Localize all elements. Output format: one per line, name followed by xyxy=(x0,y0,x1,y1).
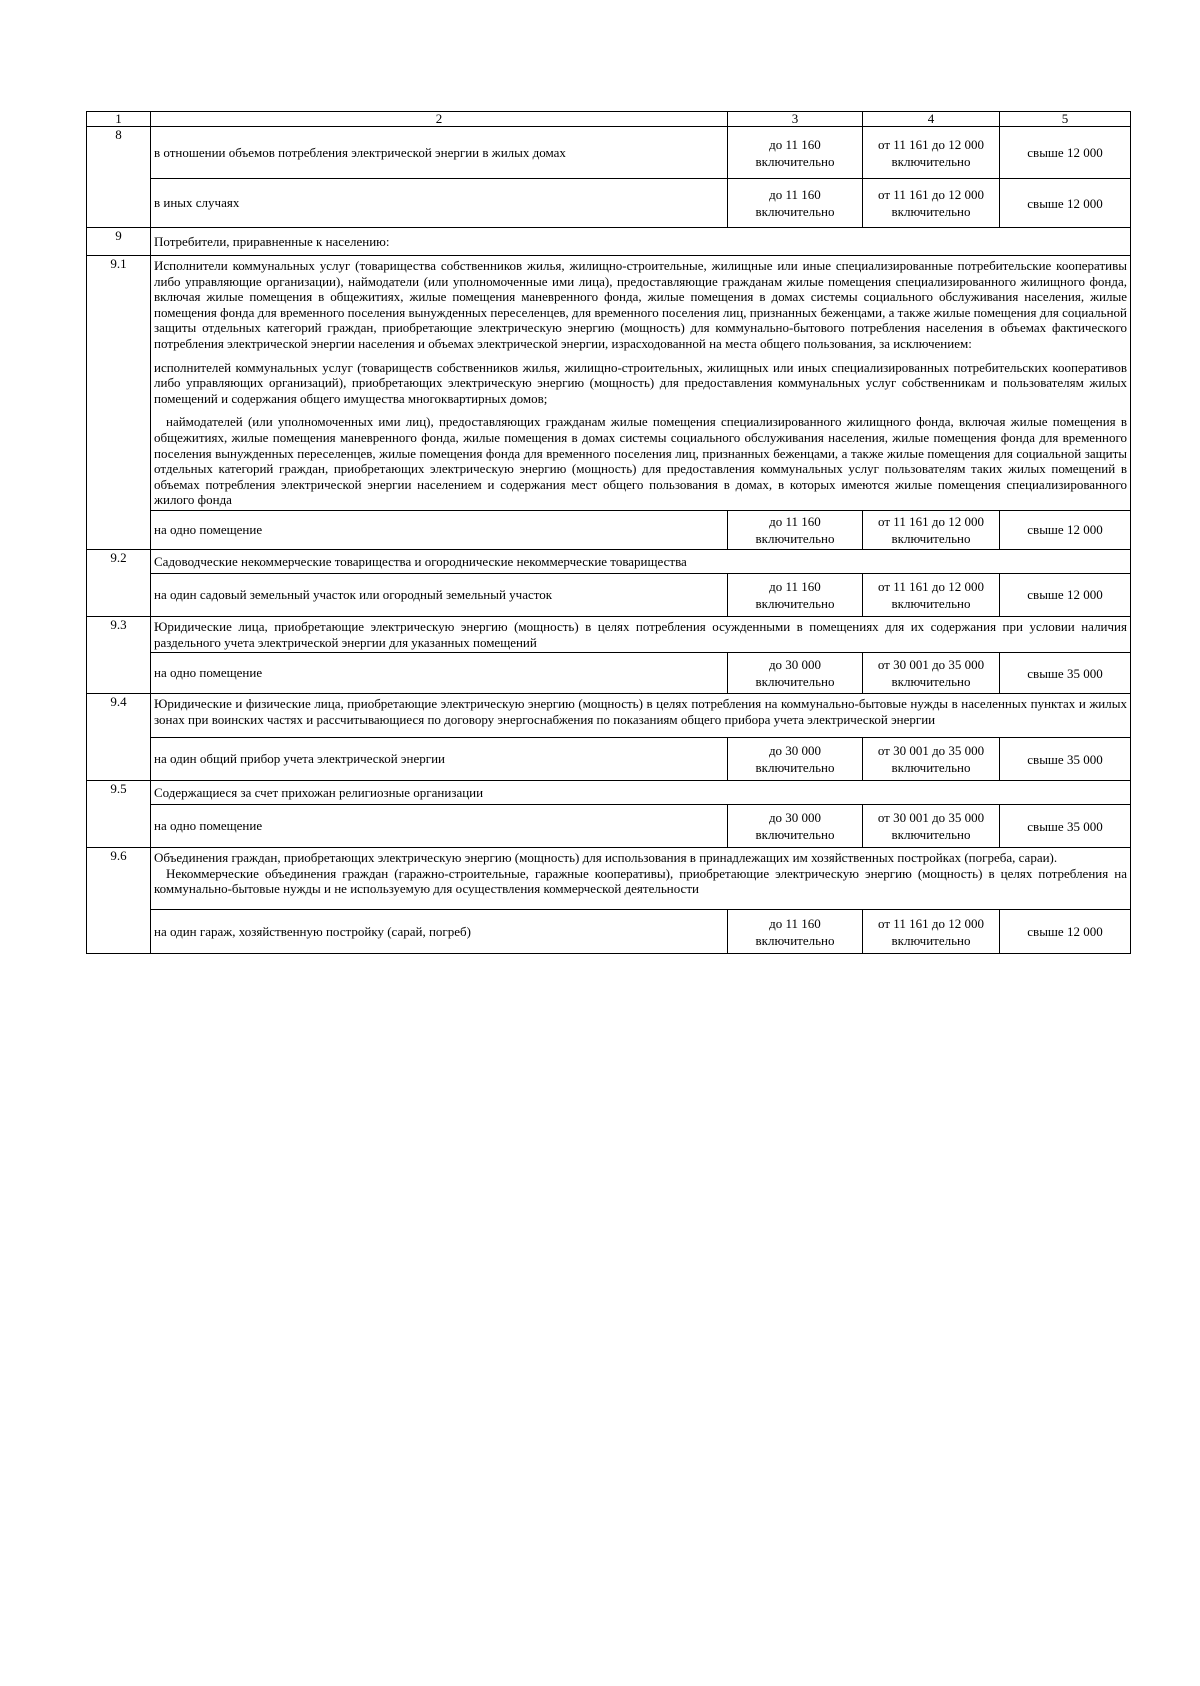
row-number: 9.4 xyxy=(87,694,151,781)
range-high: свыше 35 000 xyxy=(1000,738,1131,781)
row-description: на одно помещение xyxy=(151,510,728,549)
header-col-2: 2 xyxy=(151,112,728,127)
row-number: 9.5 xyxy=(87,781,151,848)
description-paragraph: Некоммерческие объединения граждан (гаражно-строительные, гаражные кооперативы), приобретающие электрическую энергию (мощность) в целях потребления на коммунально-бытовые нужды и не используемую для осуществления коммерческой деятельности xyxy=(154,865,1127,897)
table-row xyxy=(87,228,1131,256)
range-high: свыше 12 000 xyxy=(1000,510,1131,549)
table-row xyxy=(87,510,1131,549)
range-high: свыше 12 000 xyxy=(1000,573,1131,616)
range-mid: от 30 001 до 35 000 включительно xyxy=(863,738,1000,781)
row-description: на один общий прибор учета электрической энергии xyxy=(151,738,728,781)
range-mid: от 11 161 до 12 000 включительно xyxy=(863,573,1000,616)
table-row xyxy=(87,179,1131,228)
row-number: 8 xyxy=(87,127,151,228)
range-high: свыше 35 000 xyxy=(1000,653,1131,694)
table-row xyxy=(87,694,1131,738)
description-paragraph: наймодателей (или уполномоченных ими лиц), предоставляющих гражданам жилые помещения специализированного жилищного фонда, включая жилые помещения в общежитиях, жилые помещения маневренного фонда, жилые помещения в домах системы социального обслуживания населения, жилые помещения фонда для временного поселения вынужденных переселенцев, жилые помещения фонда для временного поселения лиц, признанных беженцами, а также жилые помещения для социальной защиты отдельных категорий граждан, приобретающих электрическую энергию (мощность) для предоставления коммунальных услуг пользователям таких жилых помещений в объемах потребления электрической энергии населением и содержания мест общего пользования в домах, в которых имеются жилые помещения специализированного жилого фонда xyxy=(154,414,1127,508)
range-high: свыше 12 000 xyxy=(1000,910,1131,954)
range-low: до 30 000 включительно xyxy=(728,653,863,694)
description-paragraph: исполнителей коммунальных услуг (товариществ собственников жилья, жилищно-строительных, жилищных или иных специализированных потребительских кооперативов либо управляющих организаций), приобретающих электрическую энергию (мощность) для предоставления коммунальных услуг собственникам и пользователям жилых помещений и содержания общего имущества многоквартирных домов; xyxy=(154,359,1127,406)
range-low: до 11 160 включительно xyxy=(728,573,863,616)
table-row xyxy=(87,910,1131,954)
header-col-5: 5 xyxy=(1000,112,1131,127)
row-description: Юридические лица, приобретающие электрическую энергию (мощность) в целях потребления осужденными в помещениях для их содержания при условии наличия раздельного учета электрической энергии для указанных помещений xyxy=(151,616,1131,652)
document-page xyxy=(86,111,1130,954)
range-low: до 30 000 включительно xyxy=(728,738,863,781)
row-number: 9.6 xyxy=(87,848,151,954)
range-mid: от 11 161 до 12 000 включительно xyxy=(863,510,1000,549)
row-description: на один гараж, хозяйственную постройку (сарай, погреб) xyxy=(151,910,728,954)
row-description: Содержащиеся за счет прихожан религиозные организации xyxy=(151,781,1131,805)
row-description: на одно помещение xyxy=(151,805,728,848)
table-row xyxy=(87,653,1131,694)
table-row xyxy=(87,805,1131,848)
table-row xyxy=(87,549,1131,573)
table-row xyxy=(87,573,1131,616)
row-description: Садоводческие некоммерческие товарищества и огороднические некоммерческие товарищества xyxy=(151,549,1131,573)
header-col-4: 4 xyxy=(863,112,1000,127)
row-description xyxy=(151,256,1131,511)
range-low: до 30 000 включительно xyxy=(728,805,863,848)
range-mid: от 30 001 до 35 000 включительно xyxy=(863,653,1000,694)
section-heading: Потребители, приравненные к населению: xyxy=(151,228,1131,256)
range-low: до 11 160 включительно xyxy=(728,510,863,549)
row-number: 9.2 xyxy=(87,549,151,616)
range-mid: от 30 001 до 35 000 включительно xyxy=(863,805,1000,848)
range-high: свыше 12 000 xyxy=(1000,127,1131,179)
range-low: до 11 160 включительно xyxy=(728,179,863,228)
row-description: в отношении объемов потребления электрической энергии в жилых домах xyxy=(151,127,728,179)
range-mid: от 11 161 до 12 000 включительно xyxy=(863,127,1000,179)
row-description xyxy=(151,848,1131,910)
description-paragraph: Исполнители коммунальных услуг (товарищества собственников жилья, жилищно-строительные, жилищные или иные специализированные потребительские кооперативы либо управляющие организации), наймодатели (или уполномоченные ими лица), предоставляющие гражданам жилые помещения специализированного жилищного фонда, включая жилые помещения в общежитиях, жилые помещения маневренного фонда, жилые помещения в домах системы социального обслуживания населения, жилые помещения фонда для временного поселения вынужденных переселенцев, для временного поселения лиц, признанных беженцами, а также жилые помещения для социальной защиты отдельных категорий граждан, приобретающие электрическую энергию (мощность) для коммунально-бытового потребления населения в объемах фактического потребления электрической энергии населения и объемах электрической энергии, израсходованной на места общего пользования, за исключением: xyxy=(154,258,1127,351)
header-col-1: 1 xyxy=(87,112,151,127)
row-number: 9.3 xyxy=(87,616,151,693)
table-row xyxy=(87,127,1131,179)
range-mid: от 11 161 до 12 000 включительно xyxy=(863,179,1000,228)
table-row xyxy=(87,256,1131,511)
range-high: свыше 35 000 xyxy=(1000,805,1131,848)
range-low: до 11 160 включительно xyxy=(728,910,863,954)
row-number: 9.1 xyxy=(87,256,151,550)
table-row xyxy=(87,738,1131,781)
row-description: на одно помещение xyxy=(151,653,728,694)
tariff-table xyxy=(86,111,1131,954)
range-low: до 11 160 включительно xyxy=(728,127,863,179)
range-high: свыше 12 000 xyxy=(1000,179,1131,228)
row-description: Юридические и физические лица, приобретающие электрическую энергию (мощность) в целях потребления на коммунально-бытовые нужды в населенных пунктах и жилых зонах при воинских частях и рассчитывающиеся по договору энергоснабжения по показаниям общего прибора учета электрической энергии xyxy=(151,694,1131,738)
table-row xyxy=(87,848,1131,910)
table-row xyxy=(87,781,1131,805)
header-col-3: 3 xyxy=(728,112,863,127)
row-number: 9 xyxy=(87,228,151,256)
row-description: на один садовый земельный участок или огородный земельный участок xyxy=(151,573,728,616)
range-mid: от 11 161 до 12 000 включительно xyxy=(863,910,1000,954)
table-header-row xyxy=(87,112,1131,127)
row-description: в иных случаях xyxy=(151,179,728,228)
description-paragraph: Объединения граждан, приобретающих электрическую энергию (мощность) для использования в принадлежащих им хозяйственных постройках (погреба, сараи). xyxy=(154,850,1058,866)
table-row xyxy=(87,616,1131,652)
